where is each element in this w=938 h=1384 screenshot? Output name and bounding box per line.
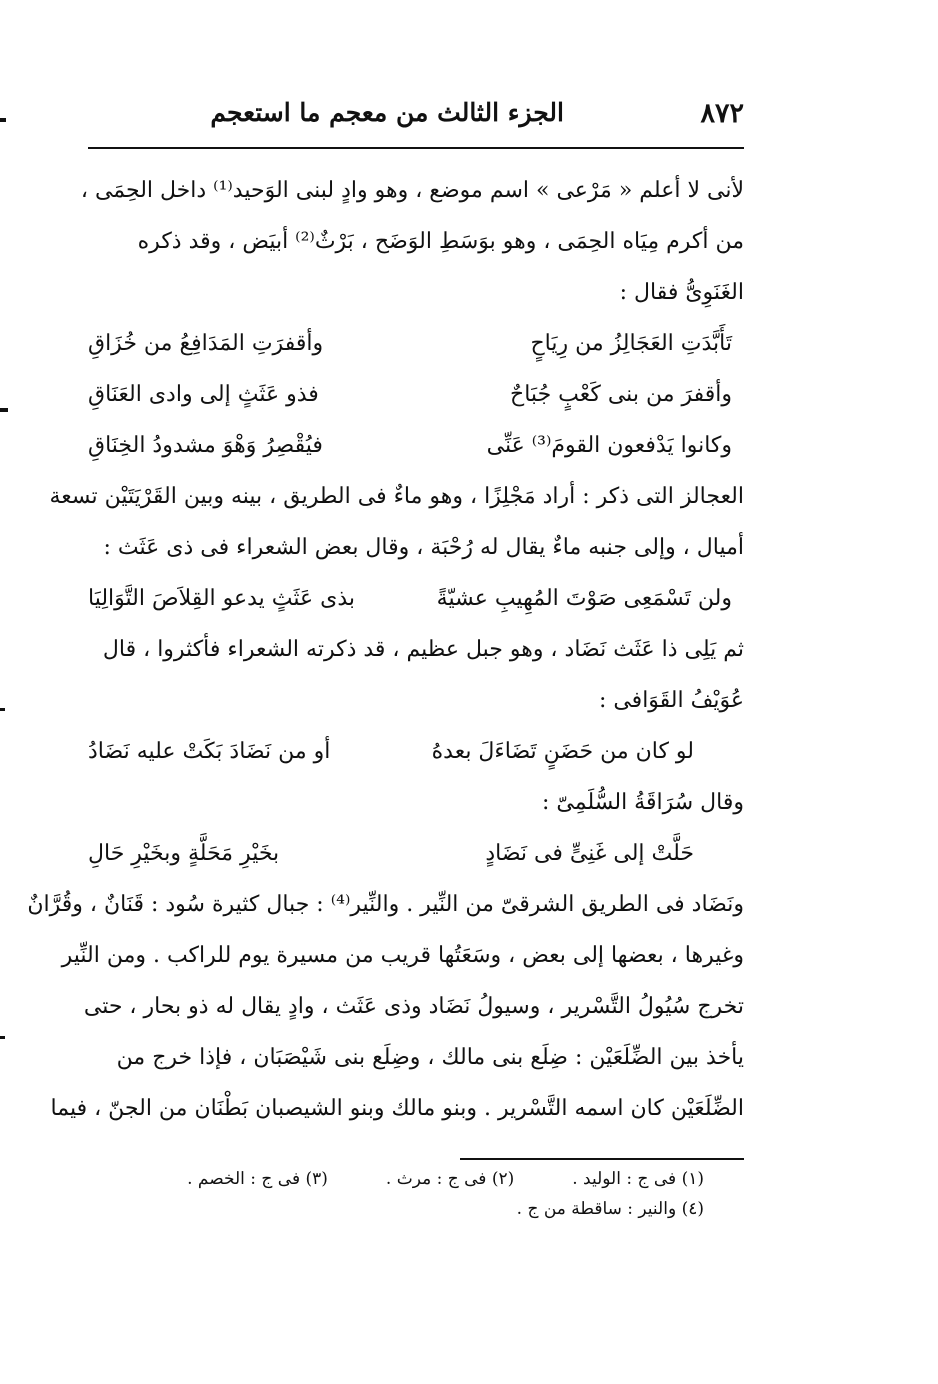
text-line: وغيرها ، بعضها إلى بعض ، وسَعَتُها قريب من مسيرة يوم للراكب . ومن النِّير [61, 943, 744, 968]
text-line: لأنى لا أعلم « مَرْعى » اسم موضع ، وهو وادٍ لبنى الوَحيد⁽¹⁾ داخل الحِمَى ، [80, 178, 744, 203]
footnote-row [88, 1194, 704, 1224]
footnote: (١) فى ج : الوليد . [572, 1169, 704, 1189]
verse-first-hemistich: لو كان من حَضَنٍ تَضَاءَلَ بعدهُ [431, 739, 694, 764]
poem-verse [88, 318, 744, 369]
text-line: أميال ، وإلى جنبه ماءٌ يقال له رُحْبَة ، وقال بعض الشعراء فى ذى عَثَث : [103, 535, 744, 560]
header-rule [88, 147, 744, 149]
poem-verse [88, 726, 744, 777]
text-line: من أكرم مِيَاه الحِمَى ، وهو بوَسَطِ الوَضَح ، بَرْثٌ⁽²⁾ أبيَض ، وقد ذكره [137, 229, 744, 254]
verse-second-hemistich: أو من نَضَادَ بَكَتْ عليه نَضَادُ [88, 739, 331, 764]
footnote-rule [460, 1158, 744, 1160]
main-text [27, 165, 744, 1134]
poem-verse [88, 828, 744, 879]
text-line: يأخذ بين الضِّلَعَيْن : ضِلَع بنى مالك ، وضِلَع بنى شَيْصَبَان ، فإذا خرج من [116, 1045, 744, 1070]
scan-edge-mark [0, 1036, 5, 1039]
scan-edge-mark [0, 118, 6, 122]
verse-first-hemistich: وكانوا يَدْفعون القومَ⁽³⁾ عَنِّى [486, 433, 732, 458]
text-line: الغَنَوِىُّ فقال : [619, 280, 744, 305]
poem-verse [88, 369, 744, 420]
verse-second-hemistich: وأقفرَتِ المَدَافِعُ من خُزَاقِ [88, 331, 324, 356]
text-line: تخرج سُيُولُ التَّسْرير ، وسيولُ نَضَاد وذى عَثَث ، وادٍ يقال له ذو بحار ، حتى [83, 994, 744, 1019]
verse-second-hemistich: بذى عَثَثٍ يدعو القِلاَصَ التَّوَالِيَا [88, 586, 356, 611]
scan-edge-mark [0, 708, 5, 711]
footnote: (٣) فى ج : الخصم . [187, 1169, 328, 1189]
scan-edge-mark [0, 408, 8, 412]
verse-first-hemistich: حَلَّتْ إلى غَنِىٍّ فى نَضَادٍ [485, 841, 694, 866]
text-line: عُوَيْفُ القَوَافى : [598, 688, 744, 713]
running-head: الجزء الثالث من معجم ما استعجم [210, 98, 564, 127]
footnote: (٤) والنير : ساقطة من ج . [516, 1199, 704, 1219]
verse-second-hemistich: بخَيْرِ مَحَلَّةٍ وبخَيْرِ حَالِ [88, 841, 280, 866]
footnote-row [88, 1164, 704, 1194]
verse-first-hemistich: وأقفرَ من بنى كَعْبٍ جُبَاحٌ [510, 382, 732, 407]
footnotes [88, 1164, 704, 1224]
text-line: العجالز التى ذكر : أراد مَجْلِزًا ، وهو ماءٌ فى الطريق ، بينه وبين القَرْيَتَيْن تسعة [49, 484, 744, 509]
footnote: (٢) فى ج : مرث . [385, 1169, 515, 1189]
verse-second-hemistich: فذو عَثَثٍ إلى وادى العَنَاقِ [88, 382, 319, 407]
verse-first-hemistich: ولن تَسْمَعِى صَوْتَ المُهِيبِ عشيّةً [436, 586, 732, 611]
verse-first-hemistich: تَأَبَّدَتِ العَجَالِزُ من رِيَاحٍ [530, 331, 732, 356]
text-line: الضِّلَعَيْن كان اسمه التَّسْرير . وبنو مالك وبنو الشيصبان بَطْنَان من الجنّ ، فيما [50, 1096, 744, 1121]
page-header [88, 92, 744, 140]
text-line: ثم يَلِى ذا عَثَث نَضَاد ، وهو جبل عظيم ، قد ذكرته الشعراء فأكثروا ، قال [102, 637, 744, 662]
poem-verse [88, 420, 744, 471]
verse-second-hemistich: فيُقْصِرُ وَهْوَ مشدودُ الخِنَاقِ [88, 433, 323, 458]
text-line: وقال سُرَاقَةُ السُّلَمِىّ : [542, 790, 744, 815]
text-line: ونَضَاد فى الطريق الشرقىّ من النِّير . والنِّير⁽⁴⁾ : جبال كثيرة سُود : قَنَانٌ ، وقُرَّانٌ [27, 892, 744, 917]
poem-verse [88, 573, 744, 624]
page-number: ٨٧٢ [700, 98, 744, 129]
